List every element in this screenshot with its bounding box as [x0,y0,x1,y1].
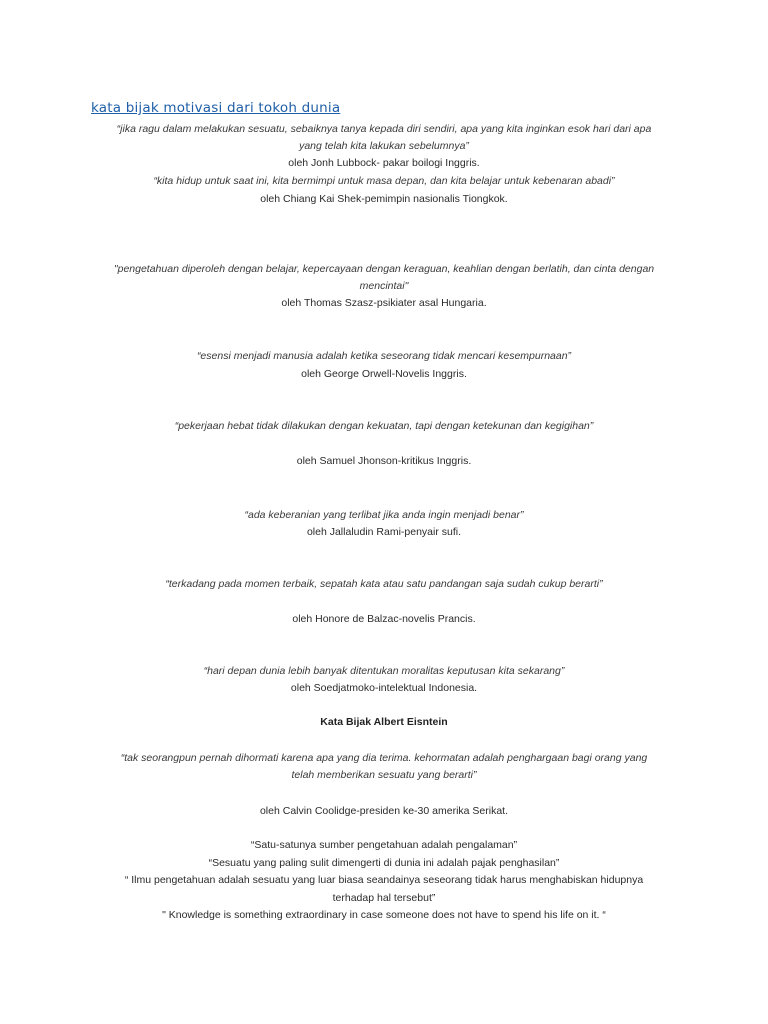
quote-text: “terkadang pada momen terbaik, sepatah kata atau satu pandangan saja sudah cukup berarti” [165,578,603,590]
quote-text: “kita hidup untuk saat ini, kita bermimpi untuk masa depan, dan kita belajar untuk kebenaran abadi” [153,175,615,187]
quote-text: mencintai" [359,280,409,292]
quote-author: oleh Jallaludin Rami-penyair sufi. [306,526,462,538]
quote-text: “ Ilmu pengetahuan adalah sesuatu yang luar biasa seandainya seseorang tidak harus menghabiskan hidupnya [124,874,644,886]
document-title[interactable]: kata bijak motivasi dari tokoh dunia [91,100,341,116]
quote-text: yang telah kita lakukan sebelumnya” [299,140,469,152]
quote-text: telah memberikan sesuatu yang berarti” [291,769,477,781]
quote-author: oleh Thomas Szasz-psikiater asal Hungaria. [281,297,487,309]
quote-text: "pengetahuan diperoleh dengan belajar, kepercayaan dengan keraguan, keahlian dengan berlatih, dan cinta dengan [113,263,655,275]
quote-author: oleh Soedjatmoko-intelektual Indonesia. [290,682,478,694]
quote-author: oleh Honore de Balzac-novelis Prancis. [292,613,476,625]
quote-author: oleh Chiang Kai Shek-pemimpin nasionalis Tiongkok. [260,193,508,205]
quote-author: oleh Calvin Coolidge-presiden ke-30 amerika Serikat. [259,805,509,817]
section-heading: Kata Bijak Albert Eisntein [320,716,448,728]
quote-text: “Satu-satunya sumber pengetahuan adalah pengalaman” [250,839,518,851]
quote-text: “pekerjaan hebat tidak dilakukan dengan kekuatan, tapi dengan ketekunan dan kegigihan” [174,420,594,432]
quote-author: oleh George Orwell-Novelis Inggris. [301,368,467,380]
quote-text: “Sesuatu yang paling sulit dimengerti di dunia ini adalah pajak penghasilan” [208,857,560,869]
quote-text: “hari depan dunia lebih banyak ditentukan moralitas keputusan kita sekarang” [203,665,565,677]
quote-text: “tak seorangpun pernah dihormati karena apa yang dia terima. kehormatan adalah penghargaan bagi orang yang [120,752,648,764]
quote-text: " Knowledge is something extraordinary in case someone does not have to spend his life on it. “ [162,909,606,921]
quote-text: terhadap hal tersebut” [332,892,436,904]
quote-text: “ada keberanian yang terlibat jika anda ingin menjadi benar” [244,509,524,521]
quote-text: “jika ragu dalam melakukan sesuatu, sebaiknya tanya kepada diri sendiri, apa yang kita inginkan esok hari dari apa [116,123,652,135]
quote-author: oleh Samuel Jhonson-kritikus Inggris. [296,455,472,467]
quote-text: “esensi menjadi manusia adalah ketika seseorang tidak mencari kesempurnaan” [196,350,572,362]
quote-author: oleh Jonh Lubbock- pakar boilogi Inggris. [288,157,480,169]
